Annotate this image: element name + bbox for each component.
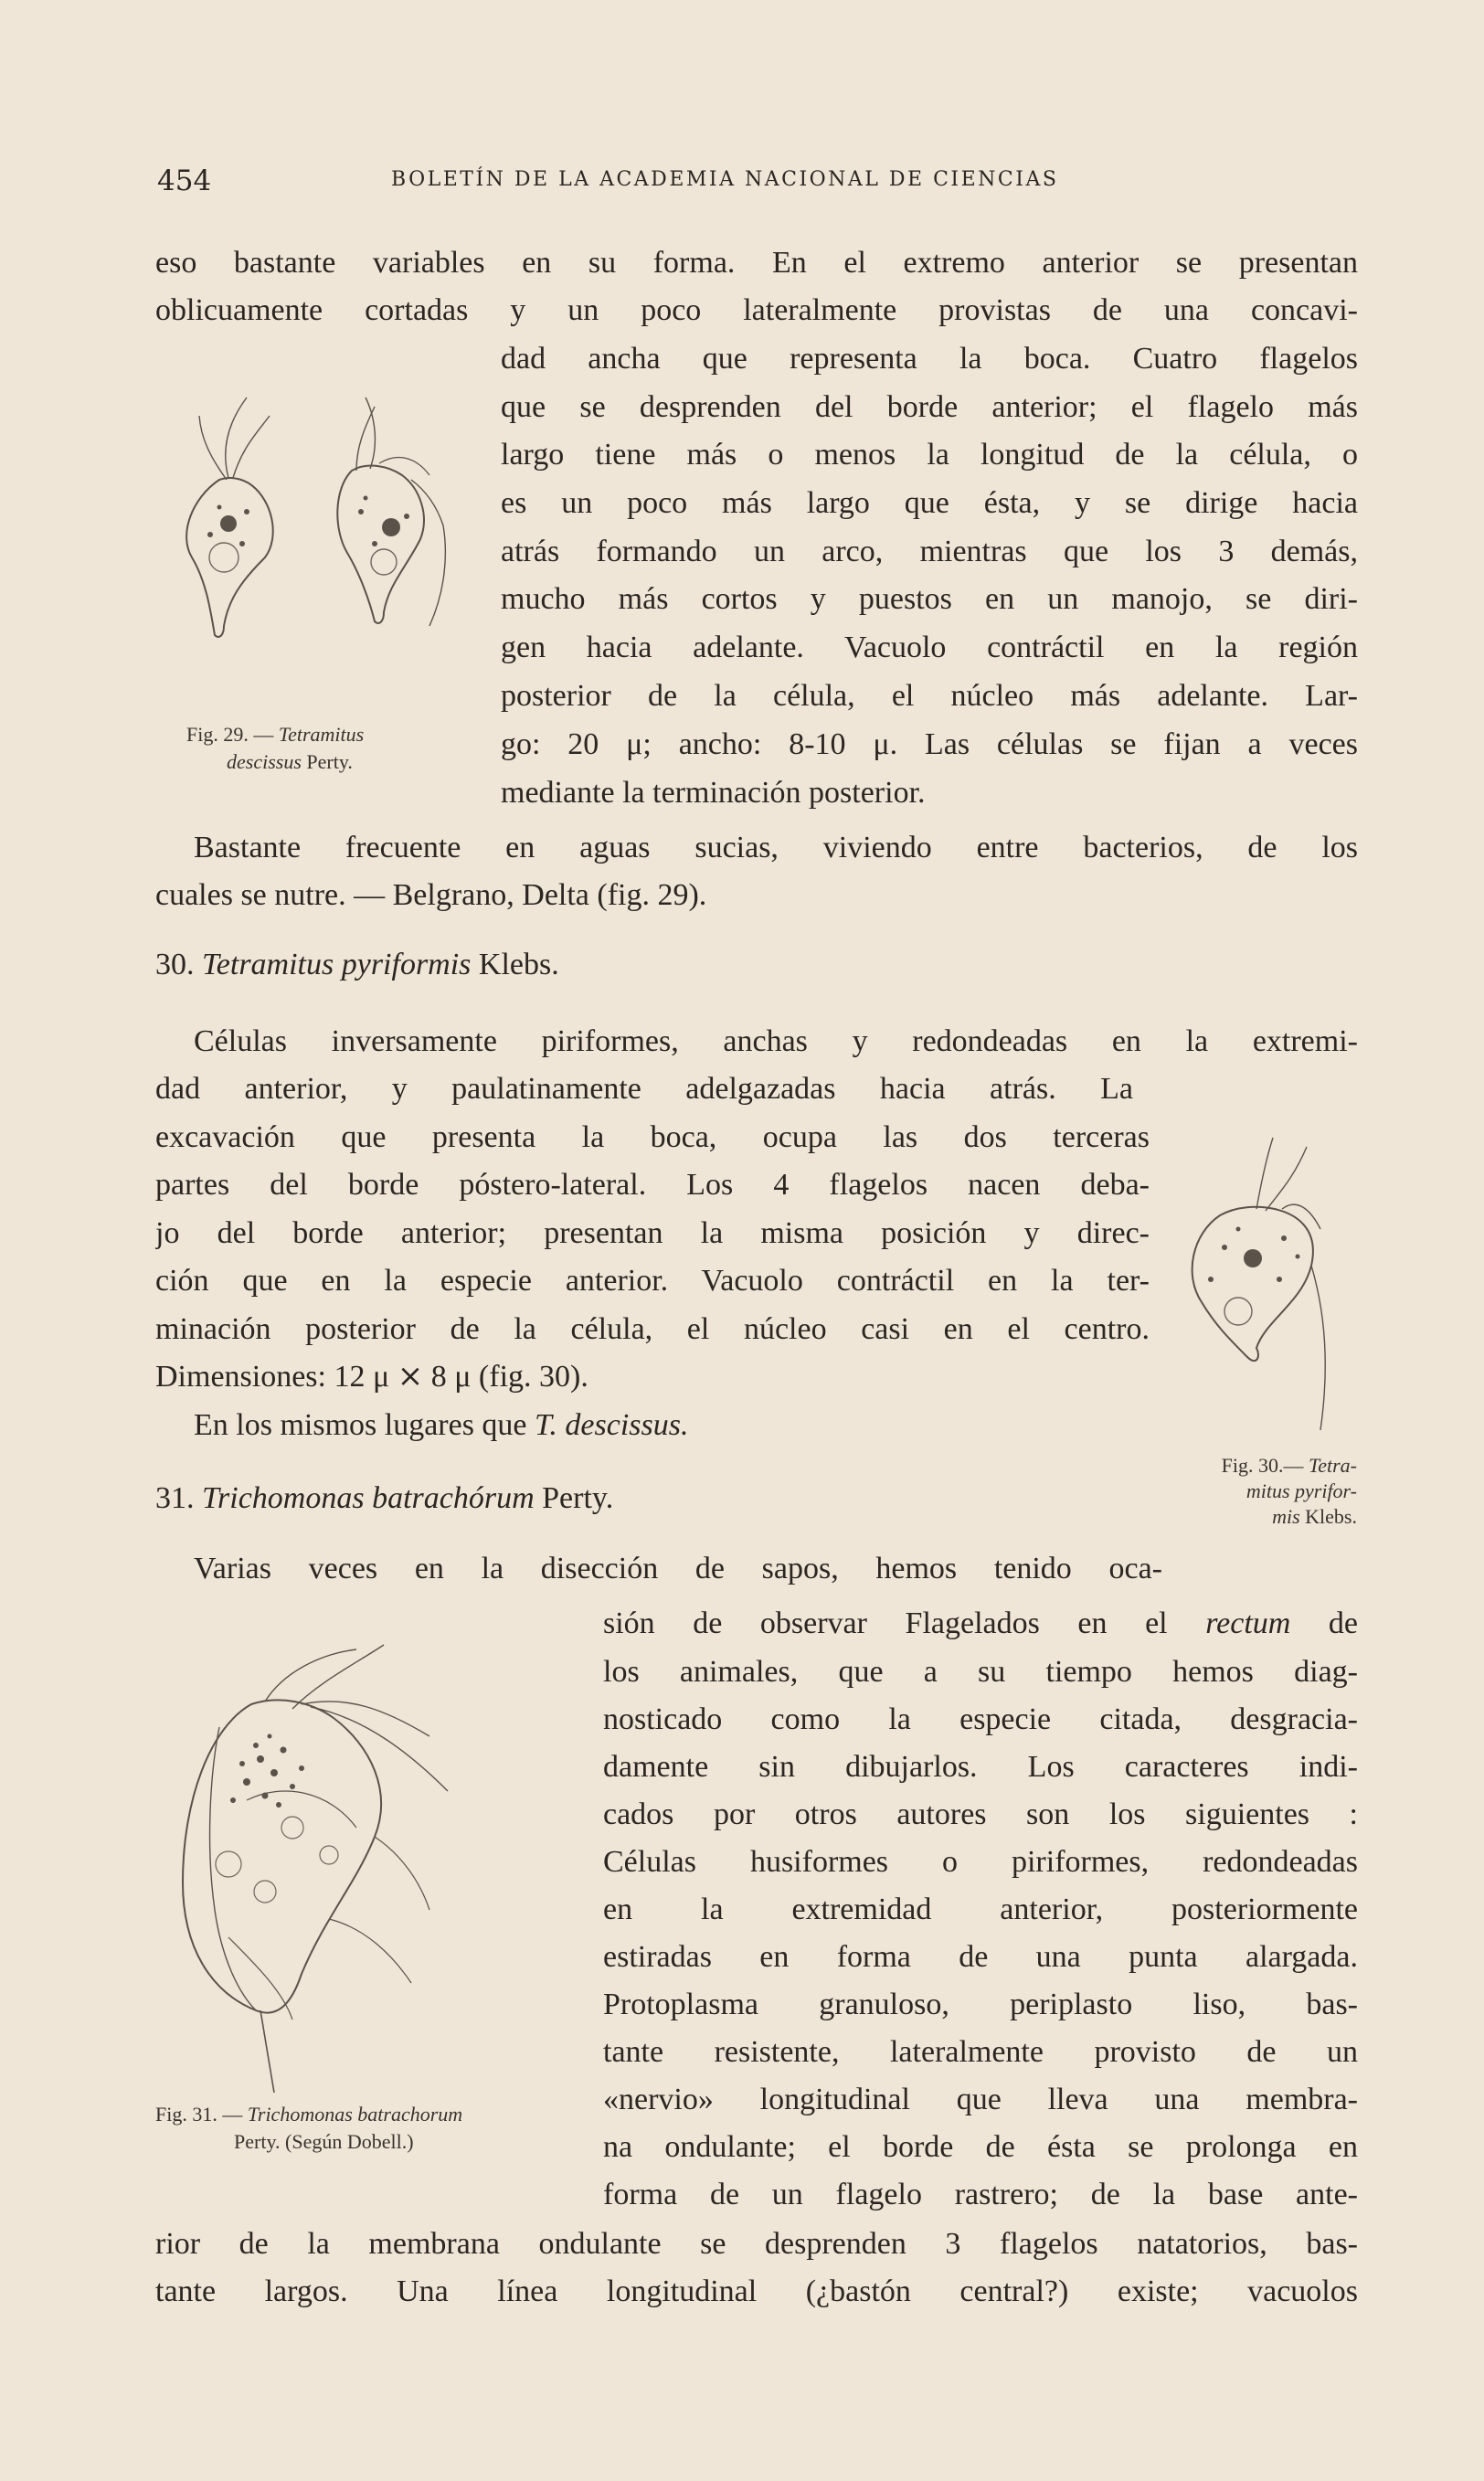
text-line: dad anterior, y paulatinamente adelgazadas hacia atrás. La — [155, 1072, 1133, 1106]
text-line: jo del borde anterior; presentan la misma posición y direc- — [155, 1216, 1150, 1250]
text-line: nosticado como la especie citada, desgracia- — [603, 1702, 1358, 1736]
fig30-name1: Tetra- — [1309, 1454, 1357, 1477]
fig29-label: Fig. 29. — — [186, 723, 274, 746]
fig31-illustration — [155, 1617, 585, 2093]
fig31-caption — [155, 2102, 585, 2127]
figure-30 — [1174, 1129, 1357, 1540]
text-line: los animales, que a su tiempo hemos diag- — [603, 1655, 1358, 1689]
section31-number: 31. — [155, 1481, 195, 1515]
text-line: Células husiformes o piriformes, redondeadas — [603, 1845, 1358, 1879]
fig31-label: Fig. 31. — — [155, 2103, 243, 2126]
fig29-author: Perty. — [306, 750, 353, 773]
running-head: BOLETÍN DE LA ACADEMIA NACIONAL DE CIENCIAS — [391, 168, 1059, 191]
fig29-caption — [186, 722, 497, 747]
fig29-caption-line2 — [227, 749, 501, 775]
text-segment: sión de observar Flagelados en el — [603, 1606, 1168, 1640]
figure-31 — [155, 1617, 585, 2184]
text-line — [603, 1606, 1358, 1642]
section30-habitat: En los mismos lugares que — [194, 1408, 527, 1442]
page-number: 454 — [157, 164, 212, 197]
text-line: en la extremidad anterior, posteriormente — [603, 1893, 1358, 1926]
fig30-name3: mis — [1272, 1505, 1300, 1528]
text-line: rior de la membrana ondulante se desprenden 3 flagelos natatorios, bas- — [155, 2227, 1358, 2261]
text-line: ción que en la especie anterior. Vacuolo contráctil en la ter- — [155, 1264, 1150, 1298]
text-line: minación posterior de la célula, el núcleo casi en el centro. — [155, 1312, 1150, 1346]
section30-habitat-species: T. descissus. — [535, 1408, 689, 1442]
text-line: cuales se nutre. — Belgrano, Delta (fig. 29). — [155, 878, 707, 912]
text-line: Varias veces en la disección de sapos, hemos tenido oca- — [194, 1552, 1162, 1585]
text-line: oblicuamente cortadas y un poco lateralmente provistas de una concavi- — [155, 293, 1358, 327]
text-line: atrás formando un arco, mientras que los 3 demás, — [501, 535, 1358, 568]
fig29-name2: descissus — [227, 750, 302, 773]
section30-species: Tetramitus pyriformis — [202, 948, 472, 981]
fig30-label: Fig. 30.— — [1221, 1454, 1304, 1477]
text-line: «nervio» longitudinal que lleva una membra- — [603, 2083, 1358, 2116]
section31-heading — [155, 1480, 613, 1517]
text-line: eso bastante variables en su forma. En el extremo anterior se presentan — [155, 246, 1358, 280]
text-line: es un poco más largo que ésta, y se dirige hacia — [501, 486, 1358, 520]
page-header — [157, 164, 1345, 205]
section30-author: Klebs. — [478, 948, 559, 981]
text-line: mediante la terminación posterior. — [501, 776, 926, 810]
rectum-word: rectum — [1205, 1606, 1291, 1640]
section31-species: Trichomonas batrachórum — [202, 1481, 535, 1515]
text-line: gen hacia adelante. Vacuolo contráctil en la región — [501, 631, 1358, 664]
text-line: Bastante frecuente en aguas sucias, viviendo entre bacterios, de los — [194, 831, 1358, 864]
text-line: largo tiene más o menos la longitud de la célula, o — [501, 438, 1358, 472]
text-line: dad ancha que representa la boca. Cuatro flagelos — [501, 342, 1358, 376]
text-line: que se desprenden del borde anterior; el flagelo más — [501, 390, 1358, 424]
fig30-author: Klebs. — [1305, 1505, 1357, 1528]
section30-number: 30. — [155, 948, 195, 981]
text-line: posterior de la célula, el núcleo más adelante. Lar- — [501, 679, 1358, 713]
figure-29 — [155, 361, 475, 773]
text-line: estiradas en forma de una punta alargada. — [603, 1940, 1358, 1974]
text-line: Protoplasma granuloso, periplasto liso, bas- — [603, 1988, 1358, 2021]
text-line: excavación que presenta la boca, ocupa las dos terceras — [155, 1120, 1150, 1154]
section30-heading — [155, 947, 559, 983]
fig31-author: Perty. (Según Dobell.) — [234, 2130, 414, 2153]
fig30-name2: mitus pyrifor- — [1246, 1479, 1357, 1502]
fig31-name: Trichomonas batrachorum — [247, 2103, 463, 2126]
text-line: go: 20 μ; ancho: 8-10 μ. Las células se fijan a veces — [501, 727, 1358, 761]
section31-author: Perty. — [542, 1481, 614, 1515]
text-line: mucho más cortos y puestos en un manojo, se diri- — [501, 582, 1358, 616]
fig29-illustration — [155, 361, 475, 690]
fig30-caption — [1174, 1453, 1357, 1530]
text-line — [194, 1407, 1108, 1444]
text-line: cados por otros autores son los siguientes : — [603, 1797, 1358, 1831]
text-segment: de — [1328, 1606, 1358, 1640]
text-line: Dimensiones: 12 μ ⨯ 8 μ (fig. 30). — [155, 1360, 588, 1394]
text-line: partes del borde póstero-lateral. Los 4 flagelos nacen deba- — [155, 1168, 1150, 1202]
text-line: tante largos. Una línea longitudinal (¿bastón central?) existe; vacuolos — [155, 2274, 1358, 2308]
fig30-illustration — [1174, 1129, 1357, 1439]
fig29-name1: Tetramitus — [278, 723, 365, 746]
text-line: na ondulante; el borde de ésta se prolonga en — [603, 2130, 1358, 2164]
text-line: damente sin dibujarlos. Los caracteres indi- — [603, 1750, 1358, 1784]
text-line: Células inversamente piriformes, anchas y redondeadas en la extremi- — [194, 1024, 1358, 1058]
text-line: tante resistente, lateralmente provisto de un — [603, 2035, 1358, 2069]
text-line: forma de un flagelo rastrero; de la base ante- — [603, 2178, 1358, 2211]
